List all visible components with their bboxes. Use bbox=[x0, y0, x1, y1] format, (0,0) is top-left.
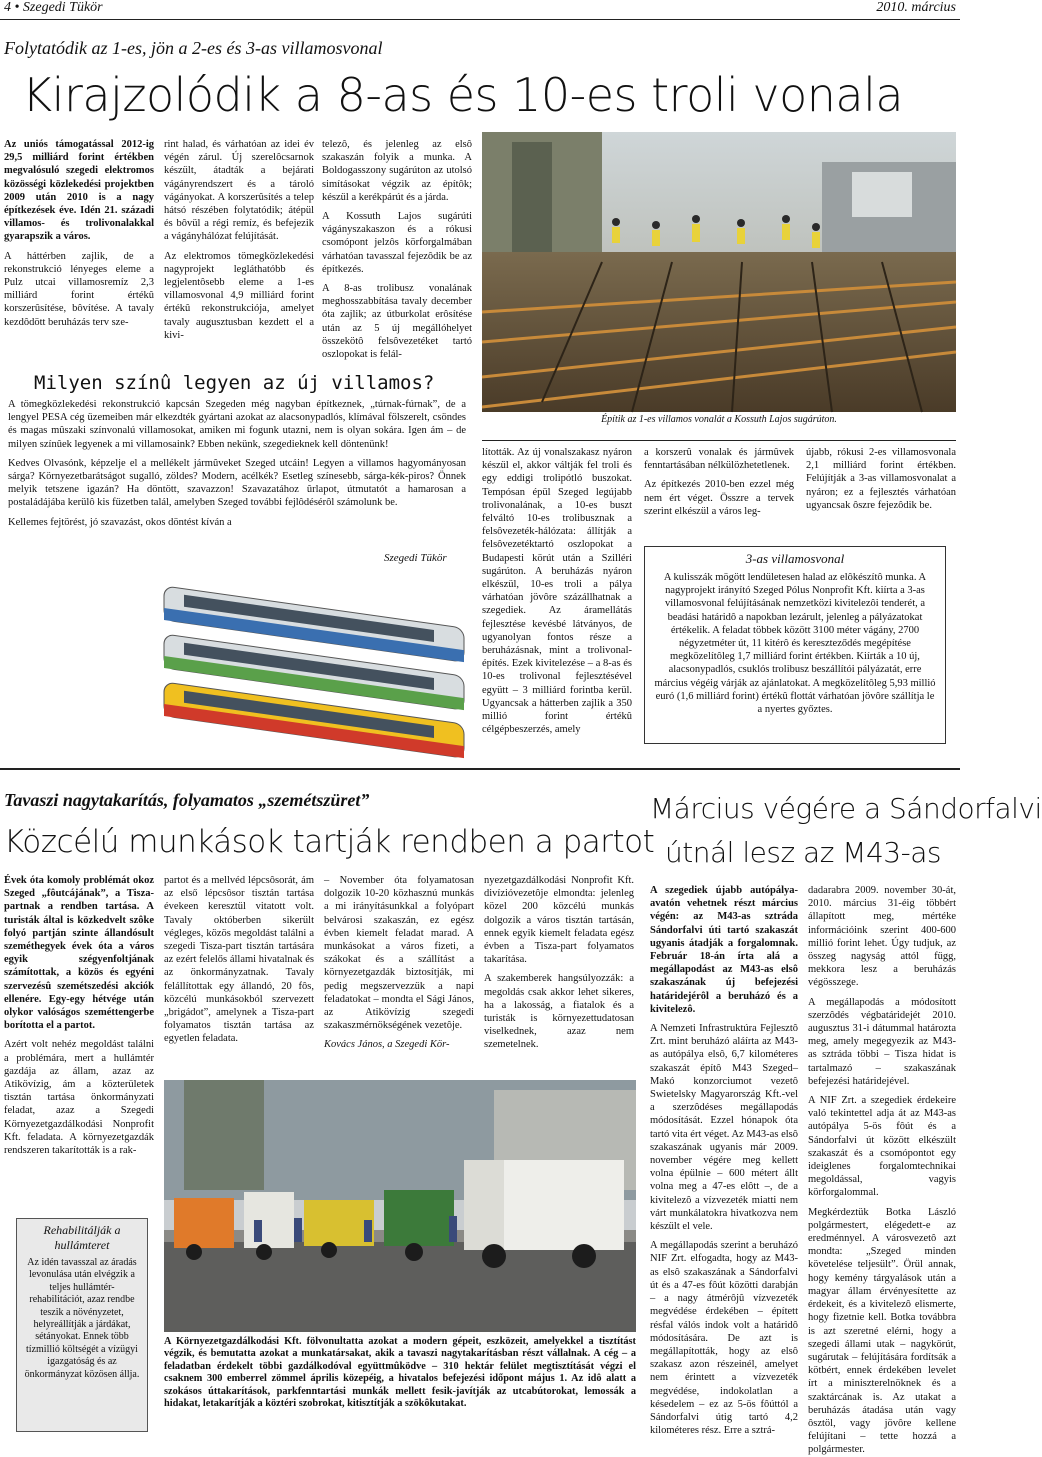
article3-headline-line2: útnál lesz az M43-as bbox=[665, 836, 941, 869]
article3-col2-body2: A megállapodás a módosított szerzôdés végbatáridejét 2010. augusztus 31-i dátummal határozta meg, amely megegyezik az M43-as sztráda többi – Tisza hidat is tartalmazó – szakaszának befejezési határidejével. bbox=[808, 996, 956, 1087]
article3-col1 bbox=[650, 884, 798, 1437]
article1-col5-body: a korszerû vonalak és jármûvek fenntartásában nélkülözhetetlenek. bbox=[644, 447, 794, 472]
article3-col2-body4: Megkérdeztük Botka László polgármestert, elégedett-e az eredménnyel. A városvezetô azt mondta: „Szeged minden követelése teljesült”. Örül annak, hogy kemény tárgyalások után a magyar állam érvényesítette az érdekeit, és a kivitelezô elismerte, hogy fizetnie kell. Botka továbbra is azt szeretné elérni, hogy a szegedi állami utak – nagykörút, sugárutak – felújítására fordítsák a kötbért, ennek érdekében levelet írt a miniszterelnöknek és a szaktárcának is. Az utakat a beruházás átadása után vagy ôsztöl, vagy jövôre kellene felújítani – tette hozzá a polgármester. bbox=[808, 1206, 956, 1456]
machines-photo-caption: A Környezetgazdálkodási Kft. fölvonultatta azokat a modern gépeit, eszközeit, amelyekkel a tisztítást végzik, és bemutatta azokat a munkatársakat, akik a tavaszi nagytakarításban részt vállalnak. A cég – a feladatban érdekelt többi gazdálkodóval együttmûködve – 310 hektár felület megtisztítását végzi el csaknem 300 emberrel zömmel április közepéig, a hivatalos befejezési időpont május 1. Az idô alatt a szokásos úttakarítások, parkfenntartási munkák mellett fesik-javítják az utcabútorokat, lemossák a hidakat, letakarítják a köztéri szobrokat, kitisztítják a szökôkutakat. bbox=[164, 1336, 636, 1410]
article2-col3-sign: Kovács János, a Szegedi Kör- bbox=[324, 1039, 450, 1051]
right-rule bbox=[482, 440, 956, 441]
article1-col2-body2: Az elektromos tömegközlekedési nagyprojekt legláthatóbb és legjelentôsebb eleme a 1-es villamosvonal 4,9 milliárd forint értékû rekonstrukciója, amelyet tavaly augusztusban kezdett el a kivi- bbox=[164, 250, 314, 341]
article2-col2 bbox=[164, 874, 314, 1074]
machines-photo bbox=[164, 1080, 636, 1332]
article1-col3 bbox=[322, 138, 472, 360]
construction-photo-caption: Építik az 1-es villamos vonalát a Kossuth Lajos sugárúton. bbox=[601, 414, 837, 425]
article1-col4 bbox=[482, 446, 632, 746]
article1-kicker: Folytatódik az 1-es, jön a 2-es és 3-as villamosvonal bbox=[4, 38, 383, 58]
tram3-box bbox=[644, 546, 946, 744]
article3-lead: A szegediek újabb autópálya-avatón vehetnek részt március végén: az M43-as sztráda Sándorfalvi úti tartó szakaszát ugyanis átadják a forgalomnak. Február 18-án írta alá a megállapodást az M43-as elsô szakaszának új befejezési határidejérôl a beruházó és a kivitelezô. bbox=[650, 885, 798, 1015]
article1-col1-body: A háttérben zajlik, de a rekonstrukció lényeges eleme a Pulz utcai villamosremíz 2,3 milliárd forint értékû korszerûsítése, bôvítése. A tavaly kezdôdött beruházás terv sze- bbox=[4, 250, 154, 328]
poll-body bbox=[4, 398, 470, 529]
article1-col3-body3: A 8-as trolibusz vonalának meghosszabbítása tavaly december óta zajlik; az útburkolat erôsítése után az 5 új megállóhelyet összekötô felsôvezetéket tartó oszlopokat is felál- bbox=[322, 283, 472, 361]
article3-col1-body: A Nemzeti Infrastruktúra Fejlesztô Zrt. mint beruházó aláírta az M43-as autópálya elsô, 6,7 kilométeres szakaszát építô M43 Szeged–Makó konzorciumot vezetô Swietelsky Magyarország Kft.-vel a szerzôdéses megállapodás módosítását. Ezzel hónapok óta tartó vita ért véget. Az M43-as elsô szakaszának ugyanis már 2009. november végére meg kellett volna épülnie – 600 métert állt volna meg a 47-es elôtt –, de a kivitelezô a vízvezeték miatti nem várt munkálatokra hivatkozva nem készült el vele. bbox=[650, 1023, 798, 1233]
article1-headline: Kirajzolódik a 8-as és 10-es troli vonala bbox=[22, 68, 904, 122]
article3-headline-line1: Március végére a Sándorfalvi bbox=[650, 792, 1042, 825]
article2-col4 bbox=[484, 874, 634, 1074]
article1-col6-body: újabb, rókusi 2-es villamosvonala 2,1 milliárd forint értékben. Felújítják a 3-as villamosvonalat a nyáron; ez a fejlesztés várhatóan ugyancsak ôszre fejezôdik be. bbox=[806, 447, 956, 511]
tram-designs-image bbox=[154, 576, 484, 746]
poll-box bbox=[4, 366, 470, 746]
article2-kicker: Tavaszi nagytakarítás, folyamatos „szemétszüret” bbox=[4, 790, 370, 810]
article1-col3-body2: A Kossuth Lajos sugárúti vágányszakaszon és a rókusi csomópont jelzôs körforgalmában várhatóan tavasszal fejezôdik be az építkezés. bbox=[322, 211, 472, 275]
article2-col3 bbox=[324, 874, 474, 1074]
article3-col2-body: dadarabra 2009. november 30-át, 2010. március 31-éig többért állapított meg, mértéke információink szerint 400-600 millió forint lehet. Úgy tudjuk, az összeg nagyság attól függ, mekkora lesz a beruházás végösszege. bbox=[808, 885, 956, 989]
article2-col4-body: nyezetgazdálkodási Nonprofit Kft. divízióvezetôje elmondta: jelenleg közel 200 közcélú munkás dolgozik a város tisztán tartásán, ennek egyik kiemelt feladata egész évben a Tisza-part folyamatos takarítása. bbox=[484, 875, 634, 966]
poll-title: Milyen színû legyen az új villamos? bbox=[34, 372, 435, 394]
poll-paragraph-1: A tömegközlekedési rekonstrukció kapcsán Szegeden még nagyban építkeznek, „túrnak-fúrnak”, de a lengyel PESA cég üzemeiben már elkezdték gyártani azokat az alacsonypadlós, klímával fölszerelt, csöndes és magas mûszaki színvonalú villamosokat, amiken mi fogunk utazni, nem is olyan sokára. Igen ám – de milyen színûek legyenek a mi villamosaink? Ebben nekünk, szegedieknek kell döntenünk! bbox=[8, 399, 466, 450]
article1-col2 bbox=[164, 138, 314, 360]
rehabilitation-sidebox bbox=[16, 1218, 148, 1432]
article2-headline: Közcélú munkások tartják rendben a partot bbox=[4, 824, 655, 860]
poll-paragraph-2: Kedves Olvasónk, képzelje el a mellékelt jármûveket Szeged utcáin! Legyen a villamos hagyományosan sárga? Környezetbarátságot sugalló, zöldes? Modern, acélkék? Esetleg színesebb, sárga-kék-piros? Önnek melyik tetszene igazán? Ha döntött, szavazzon! Szavazatához ûrlapot, útmutatót a hamarosan a postaládájába kerülô kis füzetben talál, amelyben Szeged további fejlôdésérôl számolunk be. bbox=[8, 457, 466, 509]
poll-signature: Szegedi Tükör bbox=[384, 552, 447, 564]
article2-col1-body: Azért volt nehéz megoldást találni a problémára, mert a hullámtér gazdája az állam, azaz az Atikövízig, ám a közterületek tisztán tartása önkormányzati feladat, azaz a Szegedi Környezetgazdálkodási Nonprofit Kft. feladata. A környezetgazdák rendszeren takarították is a rak- bbox=[4, 1039, 154, 1157]
page-number-section: 4 • Szegedi Tükör bbox=[4, 0, 103, 15]
article1-col1 bbox=[4, 138, 154, 360]
article3-col1-body2: A megállapodás szerint a beruházó NIF Zrt. elfogadta, hogy az M43-as elsô szakaszának a Sándorfalvi út és a 47-es fôút közötti darabján – a nagy átmérôjû vízvezeték megvédése érdekében – épített résfal válós indok volt a határidô módosítására. De azt is megállapították, hogy az elsô szakasz azon részeinél, amelyet nem érintett a vízvezeték megvédése, indokolatlan a késedelem – ez az 5-ös fôúttól a Sándorfalvi útig tartó 4,2 kilométeres rész. Erre a sztrá- bbox=[650, 1240, 798, 1437]
sidebox-body: Az idén tavasszal az áradás levonulása után elvégzik a teljes hullámtér-rehabilitációt, azaz rendbe teszik a növényzetet, helyreállítják a járdákat, sétányokat. Ennek több tízmillió költségét a vízügyi igazgatóság és az önkormányzat közösen állja. bbox=[24, 1257, 140, 1380]
article3-col2-body3: A NIF Zrt. a szegediek érdekeire való tekintettel adja át az M43-as autópálya 5-ös fôút és a Sándorfalvi út között elkészült szakaszát és a csomópontot egy ideiglenes forgalomtechnikai megoldással, vagyis körforgalommal. bbox=[808, 1095, 956, 1199]
article1-col6 bbox=[806, 446, 956, 546]
sidebox-title: Rehabilitálják a hullámteret bbox=[43, 1223, 121, 1252]
construction-photo-image bbox=[482, 132, 956, 412]
article1-col5-body2: Az építkezés 2010-ben ezzel még nem ért véget. Összre a tervek szerint elkészül a város leg- bbox=[644, 479, 794, 517]
article1-col3-body: telezô, és jelenleg az elsô szakaszán folyik a munka. A Boldogasszony sugárúton az utolsó simításokat végzik az építôk; készül a kerékpárút és a járda. bbox=[322, 139, 472, 203]
poll-paragraph-3: Kellemes fejtörést, jó szavazást, okos döntést kíván a bbox=[8, 516, 232, 528]
page-header bbox=[4, 0, 956, 16]
article1-col2-body: rint halad, és várhatóan az idei év végén zárul. Új szerelôcsarnok készült, átadták a bejárati vágányrendszert és a tároló vágányokat. A korszerûsítés a telep hátsó részében folytatódik; átépül és bôvül a régi remíz, és befejezik a vágányhálózat felújítását. bbox=[164, 139, 314, 243]
article2-col3-body: – November óta folyamatosan dolgozik 10-20 közhasznú munkás a mi irányításunkkal a folyópart belvárosi szakaszán, ez egész évben kiemelt feladat marad. A munkásokat a város fizeti, a szákokat és a szállítást a környezetgazdák biztosítják, mi pedig megszervezzük a napi feladatokat – mondta el Sági János, az Atikövízig szegedi szakaszmérnökségének vezetôje. bbox=[324, 875, 474, 1032]
article2-lead: Évek óta komoly problémát okoz Szeged „fôutcájának”, a Tisza-partnak a rendben tartása. A turisták által is közkedvelt szôke folyó partján szinte állandósult szeméthegyek évek óta a város egyik szégyenfoltjának számítottak, a közös és egyéni szervezésû szemétszedési akciók ellenére. Egy-egy hétvége után olykor valóságos szeméttengerbe borította el a partot. bbox=[4, 875, 154, 1032]
machines-photo-image bbox=[164, 1080, 636, 1332]
article1-col5 bbox=[644, 446, 794, 546]
article3-col2 bbox=[808, 884, 956, 1456]
article2-col4-body2: A szakemberek hangsúlyozzák: a megoldás csak akkor lehet sikeres, ha a lakosság, a fiatalok és a turisták is környezettudatosan viselkednek, azaz nem szemetelnek. bbox=[484, 973, 634, 1051]
article1-lead: Az uniós támogatással 2012-ig 29,5 milliárd forint értékben megvalósuló szegedi elektromos közösségi közlekedési projektben 2009 után 2010 is a nagy építkezések éve. Idén 21. századi villamos- és trolivonalakkal gyarapszik a város. bbox=[4, 139, 154, 243]
section-divider bbox=[0, 768, 960, 770]
tram3-body: A kulisszák mögött lendületesen halad az elôkészítô munka. A nagyprojekt irányító Szeged Pólus Nonprofit Kft. kiírta a 3-as villamosvonal felújításának nemzetközi kivitelezôi tenderét, a beadási határidô a napokban lezárult, jelenleg a pályázatokat értékelik. A feladat többek között 3100 méter vágány, 2700 négyzetméter út, 11 kitérô és kereszteződés megépítése megközelítôleg 1,7 milliárd forint értékben. Kiírták a 10 új, alacsonypadlós, csuklós trolibusz beszállítói pályázatát, erre március végéig várják az ajánlatokat. A megközelítôleg 5,93 millió euró (1,6 milliárd forint) értékû flottát várhatóan jövôre szállítja le a nyertes győztes. bbox=[654, 572, 936, 716]
article1-col4-body: lították. Az új vonalszakasz nyáron készül el, akkor váltják fel troli és egy eddigi trolipótló buszokat. Tempósan épül Szeged legújabb trolivonalának, a 10-es buszt felváltó 10-es trolibusznak a felsôvezeték-hálózata: állítják a felsôvezetéktartó oszlopokat a Budapesti körút után a Szilléri sugárúton. A beruházás nyáron elkészül, 10-es troli a pálya várhatóan jövôre százállhatnak a szegediek. Az áramellátás fejlesztése kevésbé látványos, de ugyanolyan fontos része a beruházásnak, mint a trolivonal-építés. Ezek kivitelezése – a 8-as és 10-es trolivonal fejlesztésével együtt – 3 milliárd forintba kerül. Ugyancsak a hátterben zajlik a 350 millió forint értékû célgépbeszerzés, amely bbox=[482, 447, 632, 736]
tram3-title: 3-as villamosvonal bbox=[745, 551, 845, 566]
issue-date: 2010. március bbox=[876, 0, 956, 15]
construction-photo bbox=[482, 132, 956, 412]
header-rule bbox=[0, 19, 960, 20]
article2-col1 bbox=[4, 874, 154, 1224]
article2-col2-body: partot és a mellvéd lépcsôsorát, ám az első lépcsôsor tisztán tartása évekeen keresztül vitatott volt. Tavaly októberben sikerült végleges, közös megoldást találni a szegedi Tisza-part tisztán tartására az ezért felelős állami hivatalnak és az önkormányzatnak. Tavaly felállítottak egy állandó, 20 fôs, közcélú munkásokból szervezett „brigádot”, amelynek a Tisza-part folyamatos tisztán tartása az egyetlen feladata. bbox=[164, 875, 314, 1045]
